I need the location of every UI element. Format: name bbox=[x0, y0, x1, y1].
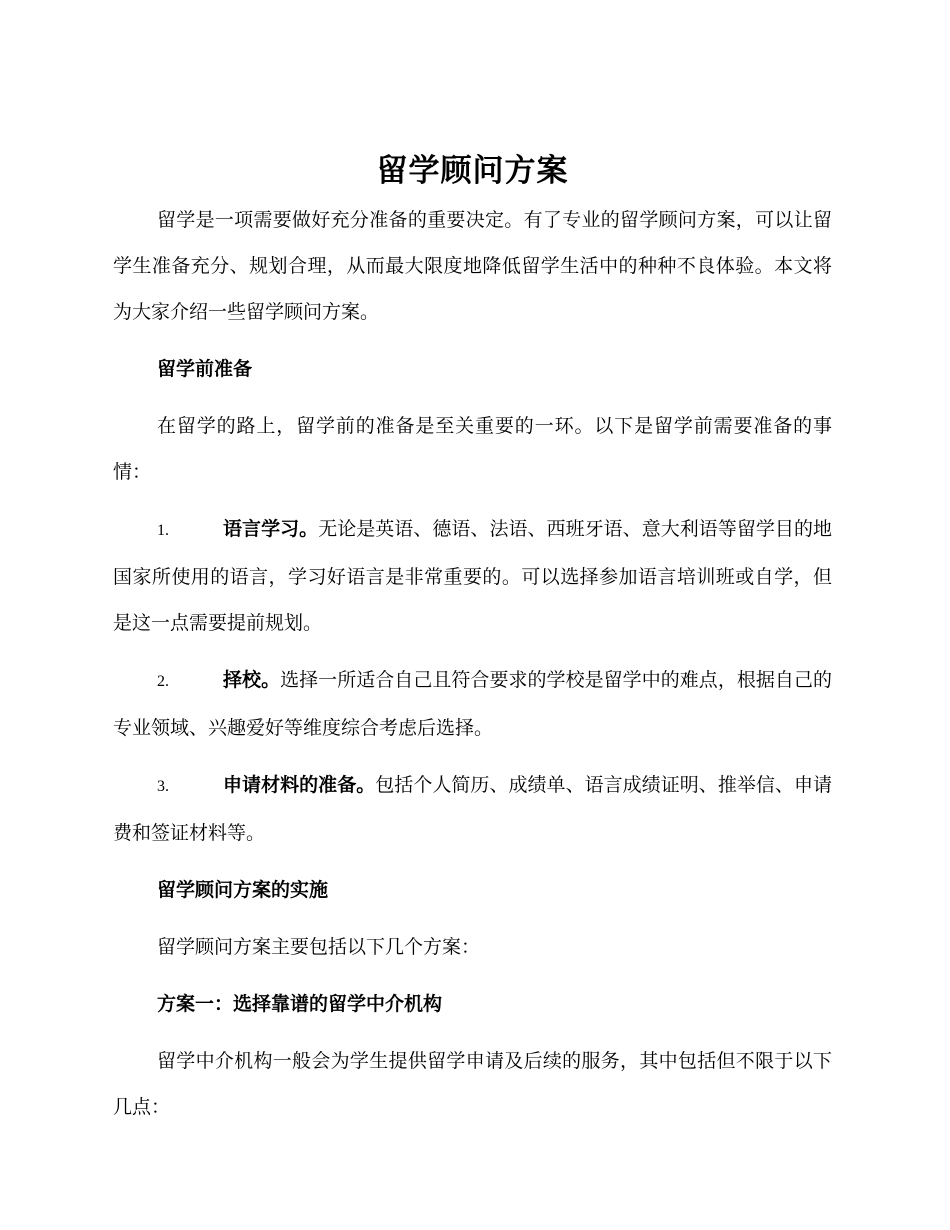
list-item-number: 3. bbox=[157, 778, 169, 795]
implementation-lead-paragraph: 留学顾问方案主要包括以下几个方案： bbox=[157, 936, 481, 958]
list-item-text: 包括个人简历、成绩单、语言成绩证明、推举信、申请费和签证材料等。 bbox=[113, 774, 832, 844]
list-item bbox=[113, 506, 832, 646]
document-title: 留学顾问方案 bbox=[376, 153, 569, 189]
list-item-text: 无论是英语、德语、法语、西班牙语、意大利语等留学目的地国家所使用的语言，学习好语言是非常重要的。可以选择参加语言培训班或自学，但是这一点需要提前规划。 bbox=[113, 518, 832, 634]
intro-paragraph: 留学是一项需要做好充分准备的重要决定。有了专业的留学顾问方案，可以让留学生准备充分、规划合理，从而最大限度地降低留学生活中的种种不良体验。本文将为大家介绍一些留学顾问方案。 bbox=[113, 209, 832, 323]
list-item-lead: 申请材料的准备。 bbox=[223, 774, 376, 796]
list-item-lead: 择校。 bbox=[223, 669, 281, 691]
plan-one-heading: 方案一：选择靠谱的留学中介机构 bbox=[157, 993, 443, 1015]
list-item bbox=[113, 762, 832, 856]
list-item-number: 1. bbox=[157, 522, 169, 539]
list-item-lead: 语言学习。 bbox=[223, 518, 319, 540]
list-item-text: 选择一所适合自己且符合要求的学校是留学中的难点，根据自己的专业领域、兴趣爱好等维度综合考虑后选择。 bbox=[113, 669, 832, 739]
list-item-number: 2. bbox=[157, 673, 169, 690]
section-heading-implementation: 留学顾问方案的实施 bbox=[157, 879, 329, 901]
list-item bbox=[113, 657, 832, 751]
plan-one-paragraph: 留学中介机构一般会为学生提供留学申请及后续的服务，其中包括但不限于以下几点： bbox=[113, 1050, 832, 1118]
preparation-lead-paragraph: 在留学的路上，留学前的准备是至关重要的一环。以下是留学前需要准备的事情： bbox=[113, 415, 832, 483]
section-heading-preparation: 留学前准备 bbox=[157, 358, 253, 380]
